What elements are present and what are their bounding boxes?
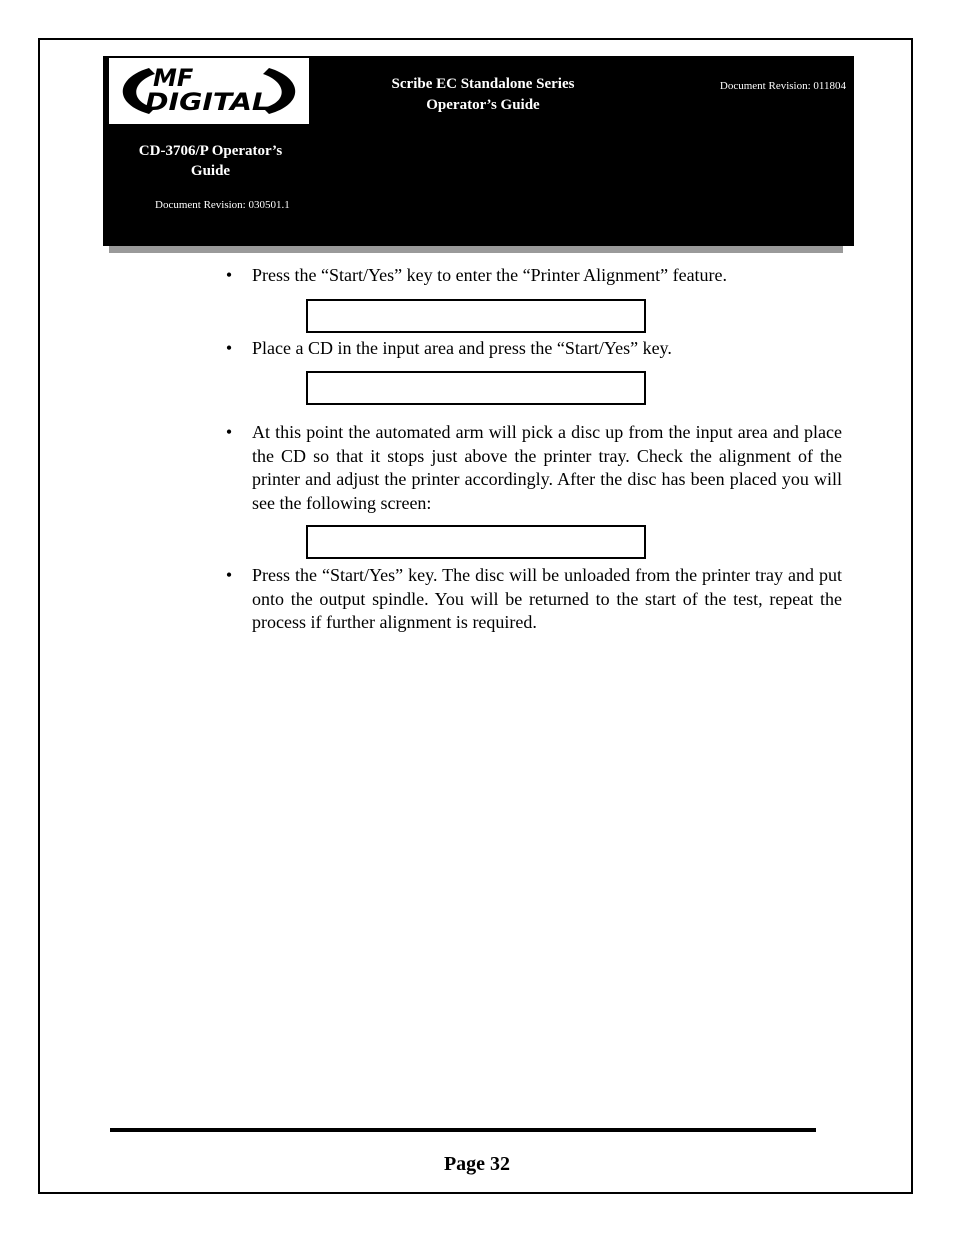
series-line-1: Scribe EC Standalone Series xyxy=(391,76,575,92)
document-header xyxy=(103,56,854,246)
lcd-display-3 xyxy=(306,525,646,559)
footer-rule xyxy=(110,1128,816,1132)
svg-text:DIGITAL: DIGITAL xyxy=(145,88,270,116)
bullet-text-4: Press the “Start/Yes” key. The disc will be unloaded from the printer tray and put onto the output spindle. You will be returned to the start of the test, repeat the process if further alignment is required. xyxy=(252,565,842,632)
bullet-dot: • xyxy=(225,337,233,358)
main-content xyxy=(222,264,842,635)
lcd-display-1 xyxy=(306,299,646,333)
series-title xyxy=(333,74,633,116)
page-number: Page 32 xyxy=(443,1153,511,1175)
doc-title xyxy=(113,141,308,181)
bullet-item xyxy=(222,337,842,361)
series-line-2: Operator’s Guide xyxy=(426,97,540,113)
bullet-item xyxy=(222,421,842,515)
bullet-item xyxy=(222,264,842,288)
revision-left: Document Revision: 030501.1 xyxy=(155,199,290,211)
lcd-line xyxy=(309,558,644,559)
lcd-line xyxy=(309,404,644,405)
mf-digital-logo xyxy=(109,58,309,124)
bullet-text-2: Place a CD in the input area and press the “Start/Yes” key. xyxy=(252,337,672,358)
bullet-text-1: Press the “Start/Yes” key to enter the “Printer Alignment” feature. xyxy=(252,265,728,285)
svg-text:MF: MF xyxy=(153,64,194,92)
lcd-display-2 xyxy=(306,371,646,405)
doc-title-line-2: Guide xyxy=(190,163,231,179)
bullet-item xyxy=(222,564,842,635)
bullet-dot: • xyxy=(225,565,233,585)
bullet-text-3: At this point the automated arm will pick a disc up from the input area and place the CD so that it stops just above the printer tray. Check the alignment of the printer and adjust the printer accordingly. After the disc has been placed you will see the following screen: xyxy=(252,422,842,513)
bullet-dot: • xyxy=(225,265,233,285)
doc-title-line-1: CD-3706/P Operator’s xyxy=(138,143,283,159)
lcd-line xyxy=(309,332,644,333)
revision-right: Document Revision: 011804 xyxy=(719,80,846,92)
bullet-dot: • xyxy=(225,422,233,442)
